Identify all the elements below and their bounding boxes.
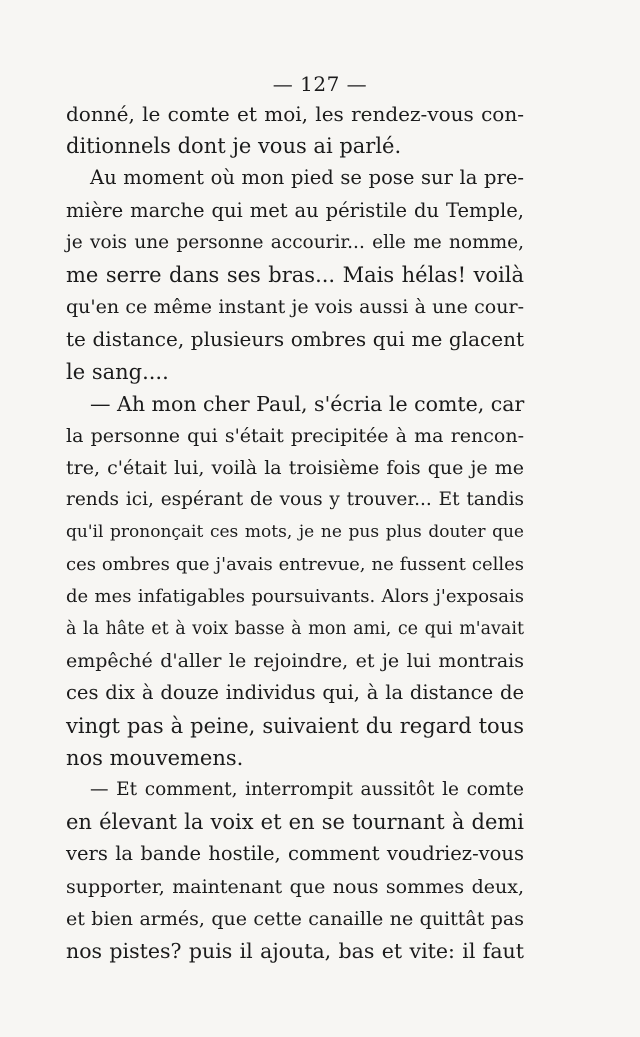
text-line: donné, le comte et moi, les rendez-vous con-: [66, 102, 524, 126]
text-line: supporter, maintenant que nous sommes deux,: [66, 875, 524, 898]
text-line: ditionnels dont je vous ai parlé.: [66, 134, 402, 159]
text-line: ces ombres que j'avais entrevue, ne fussent celles: [66, 553, 524, 575]
page-text: [66, 98, 524, 967]
text-line: rends ici, espérant de vous y trouver... Et tandis: [66, 489, 524, 511]
text-line: tre, c'était lui, voilà la troisième fois que je me: [66, 457, 524, 480]
text-line: la personne qui s'était precipitée à ma rencon-: [66, 424, 524, 447]
text-line: empêché d'aller le rejoindre, et je lui montrais: [66, 650, 524, 673]
text-line: qu'il prononçait ces mots, je ne pus plus douter que: [66, 522, 524, 543]
text-line: nos pistes? puis il ajouta, bas et vite: il faut: [66, 938, 524, 963]
text-line: je vois une personne accourir... elle me nomme,: [66, 231, 524, 253]
text-line: te distance, plusieurs ombres qui me glacent: [66, 327, 524, 352]
text-line: vingt pas à peine, suivaient du regard tous: [66, 713, 524, 738]
page-number: — 127 —: [272, 72, 368, 96]
text-line: à la hâte et à voix basse à mon ami, ce qui m'avait: [66, 619, 524, 639]
text-line: en élevant la voix et en se tournant à demi: [66, 810, 524, 835]
text-line: nos mouvemens.: [66, 745, 244, 770]
text-line: — Et comment, interrompit aussitôt le comte: [90, 778, 524, 800]
text-line: le sang....: [66, 359, 169, 384]
text-line: et bien armés, que cette canaille ne quittât pas: [66, 907, 524, 930]
text-line: — Ah mon cher Paul, s'écria le comte, car: [90, 391, 525, 416]
text-line: Au moment où mon pied se pose sur la pre-: [90, 166, 524, 190]
text-line: qu'en ce même instant je vois aussi à une cour-: [66, 296, 524, 319]
text-line: ces dix à douze individus qui, à la distance de: [66, 681, 524, 705]
text-line: de mes infatigables poursuivants. Alors j'exposais: [66, 585, 524, 607]
text-line: mière marche qui met au péristile du Temple,: [66, 198, 524, 222]
text-line: me serre dans ses bras... Mais hélas! voilà: [66, 262, 524, 287]
text-line: vers la bande hostile, comment voudriez-vous: [66, 842, 524, 866]
